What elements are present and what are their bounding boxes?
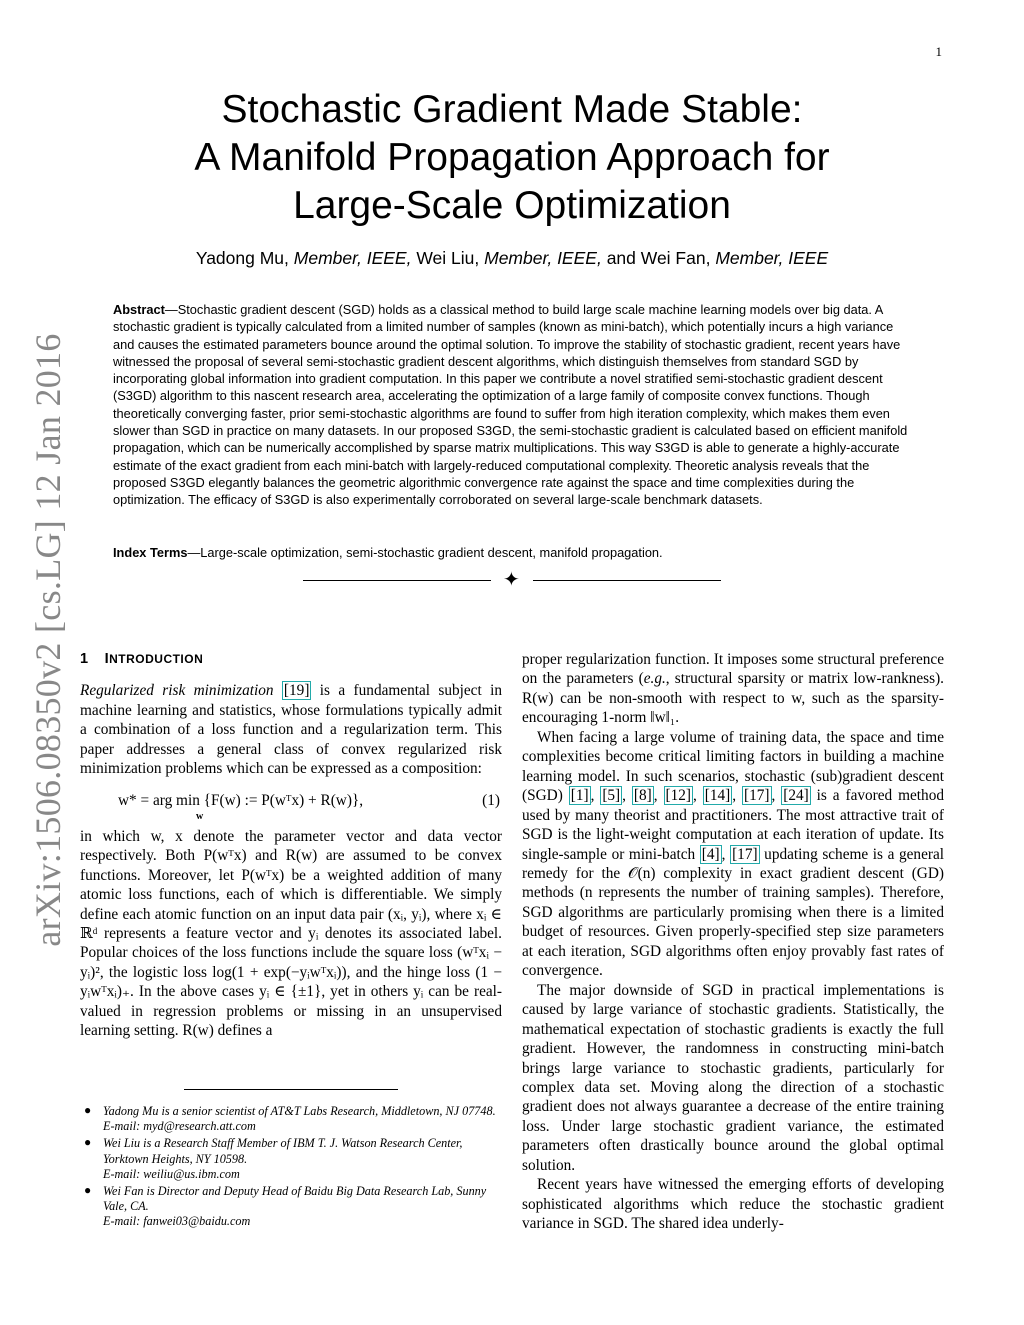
author-3: and Wei Fan, xyxy=(606,248,711,268)
index-terms-label: Index Terms xyxy=(113,545,188,560)
section-number: 1 xyxy=(80,651,89,667)
bullet-icon: ● xyxy=(84,1135,92,1150)
right-p2-text-c: updating scheme is a general remedy for the 𝒪(n) complexity in exact gradient descent (GD) methods (n represents the number of training samples). Therefore, SGD algorithms are particularly promising when there is a limited budget of resources. Given properly-specified step size parameters at each iteration, SGD algorithms often enjoy provably fast rates of convergence. xyxy=(522,845,944,980)
section-heading xyxy=(80,650,502,669)
right-column xyxy=(522,650,944,1234)
footnote-1-email[interactable]: E-mail: myd@research.att.com xyxy=(103,1119,256,1134)
footnote-1 xyxy=(82,1104,502,1134)
author-2-role: Member, IEEE, xyxy=(484,248,602,268)
section-title-initial: I xyxy=(104,651,110,667)
page-number: 1 xyxy=(935,44,942,59)
footnote-3 xyxy=(82,1184,502,1230)
intro-paragraph-1-text: is a fundamental subject in machine learning and statistics, whose formulations typically admit a combination of a loss function and a regularization term. This paper addresses a general class of convex regularized risk minimization problems which can be expressed as a composition: xyxy=(80,682,503,778)
citation-5[interactable]: [5] xyxy=(602,787,621,805)
citation-1[interactable]: [1] xyxy=(570,787,589,805)
arxiv-stamp: arXiv:1506.08350v2 [cs.LG] 12 Jan 2016 xyxy=(28,333,68,947)
section-title-rest: NTRODUCTION xyxy=(109,652,204,666)
citation-17[interactable]: [17] xyxy=(744,787,770,805)
right-p1-eg: e.g. xyxy=(643,670,666,688)
right-p1-text-a: proper regularization function. It imposes some structural preference on the parameters ( xyxy=(522,651,944,688)
equation-expression: w* = arg min {F(w) := P(wᵀx) + R(w)}, xyxy=(118,791,364,809)
equation-subscript: w xyxy=(196,810,204,822)
footnote-3-email[interactable]: E-mail: fanwei03@baidu.com xyxy=(103,1214,251,1229)
author-1-role: Member, IEEE, xyxy=(293,248,412,268)
citation-17b[interactable]: [17] xyxy=(732,845,758,863)
bullet-icon: ● xyxy=(84,1183,92,1198)
abstract-text: —Stochastic gradient descent (SGD) holds as a classical method to build large scale machine learning models over big data. A stochastic gradient is typically calculated from a limited number of samples (known as mini-batch), which potentially incurs a high variance and causes the estimated parameters bounce around the optimal solution. To improve the stability of stochastic gradient, recent years have witnessed the proposal of several semi-stochastic gradient descent algorithms, which distinguish themselves from standard SGD by incorporating global information into gradient computation. In this paper we contribute a novel stratified semi-stochastic gradient descent (S3GD) algorithm to this nascent research area, accelerating the optimization of a large family of composite convex functions. Though theoretically converging faster, prior semi-stochastic algorithms are found to suffer from high iteration complexity, which makes them even slower than SGD in practice on many datasets. In our proposed S3GD, the semi-stochastic gradient is calculated based on efficient manifold propagation, which can be numerically accomplished by sparse matrix multiplications. This way S3GD is able to generate a highly-accurate estimate of the exact gradient from each mini-batch with largely-reduced computational complexity. Theoretic analysis reveals that the proposed S3GD elegantly balances the geometric algorithmic convergence rate against the space and time complexities during the optimization. The efficacy of S3GD is also experimentally corroborated on several large-scale benchmark datasets. xyxy=(113,302,908,508)
author-line xyxy=(0,248,1024,269)
citation-24[interactable]: [24] xyxy=(783,787,809,805)
right-paragraph-2: When facing a large volume of training data, the space and time complexities become critical limiting factors in building a machine learning model. In such scenarios, stochastic (sub)gradient descent (SGD) [1] , [5] , [8] , [12] , [14] , [17] , [24] is a favored method used by many theorist and practitioners. The most attractive trait of SGD is the light-weight computation at each iteration of update. Its single-sample or mini-batch [4] , [17] updating scheme is a general remedy for the 𝒪(n) complexity in exact gradient descent (GD) methods (n represents the number of training samples). Therefore, SGD algorithms are particularly promising when there is a limited budget of resources. Given properly-specified step size parameters at each iteration, SGD algorithms often enjoy provably fast rates of convergence. xyxy=(522,728,945,980)
title-line-3: Large-Scale Optimization xyxy=(293,184,731,227)
divider-glyph: ✦ xyxy=(503,569,520,591)
intro-paragraph-2: in which w, x denote the parameter vector and data vector respectively. Both P(wᵀx) and R(w) are assumed to be convex functions. Moreover, let P(wᵀx) be a weighted addition of many atomic loss functions, each of which is differentiable. We simply define each atomic function on an input data pair (xᵢ, yᵢ), where xᵢ ∈ ℝᵈ represents a feature vector and yᵢ denotes its associated label. Popular choices of the loss functions include the square loss (wᵀxᵢ − yᵢ)², the logistic loss log(1 + exp(−yᵢwᵀxᵢ)), and the hinge loss (1 − yᵢwᵀxᵢ)₊. In the above cases yᵢ ∈ {±1}, yet in others yᵢ can be real-valued in regression problems or missing in an unsupervised learning setting. R(w) defines a xyxy=(80,827,502,1040)
footnote-1-affiliation: Yadong Mu is a senior scientist of AT&T Labs Research, Middletown, NJ 07748. xyxy=(103,1104,496,1118)
right-p1-text-b: , structural sparsity or matrix low-rankness). R(w) can be non-smooth with respect to w, such as the sparsity-encouraging 1-norm ‖w‖₁. xyxy=(522,670,944,727)
citation-12[interactable]: [12] xyxy=(665,787,691,805)
equation-1 xyxy=(80,789,502,822)
footnote-3-affiliation: Wei Fan is Director and Deputy Head of Baidu Big Data Research Lab, Sunny Vale, CA. xyxy=(103,1184,487,1214)
citation-14[interactable]: [14] xyxy=(704,787,731,805)
citation-8[interactable]: [8] xyxy=(633,787,652,805)
left-column xyxy=(80,650,502,1041)
author-1: Yadong Mu, xyxy=(195,248,289,268)
right-paragraph-1 xyxy=(522,650,944,728)
paper-title xyxy=(0,86,1024,230)
author-3-role: Member, IEEE xyxy=(715,248,829,268)
equation-number: (1) xyxy=(482,791,500,809)
citation-19[interactable]: [19] xyxy=(283,682,310,700)
abstract-label: Abstract xyxy=(113,302,165,317)
divider-right xyxy=(533,580,721,581)
footnote-2-email[interactable]: E-mail: weiliu@us.ibm.com xyxy=(103,1166,240,1181)
bullet-icon: ● xyxy=(84,1103,92,1117)
divider-left xyxy=(303,580,491,581)
author-2: Wei Liu, xyxy=(416,248,480,268)
right-p2-text-a: When facing a large volume of training data, the space and time complexities become critical limiting factors in building a machine learning model. In such scenarios, stochastic (sub)gradient descent (SGD) xyxy=(522,728,944,805)
intro-lead-term: Regularized risk minimization xyxy=(80,682,274,700)
footnote-2-affiliation: Wei Liu is a Research Staff Member of IBM T. J. Watson Research Center, Yorktown Heights, NY 10598. xyxy=(103,1136,463,1166)
abstract xyxy=(113,301,913,509)
right-p2-text-b: is a favored method used by many theorist and practitioners. The most attractive trait of SGD is the light-weight computation at each iteration of update. Its single-sample or mini-batch xyxy=(522,787,945,863)
index-terms-text: —Large-scale optimization, semi-stochastic gradient descent, manifold propagation. xyxy=(187,545,663,560)
intro-paragraph-1 xyxy=(80,681,502,778)
citation-4[interactable]: [4] xyxy=(701,845,720,863)
right-paragraph-3: The major downside of SGD in practical implementations is caused by large variance of stochastic gradients. Statistically, the mathematical expectation of stochastic gradients is exactly the full gradient. However, the randomness in constructing mini-batch brings large variance to stochastic gradients, particularly for complex data set. Moving along the direction of a stochastic gradient does not always guarantee a decrease of the entire training loss. Under large stochastic gradient variance, the estimated parameters often drastically bounce around the global optimal solution. xyxy=(522,981,944,1174)
right-paragraph-4: Recent years have witnessed the emerging efforts of developing sophisticated algorithms which reduce the stochastic gradient variance in SGD. The shared idea underly- xyxy=(522,1176,944,1233)
title-line-1: Stochastic Gradient Made Stable: xyxy=(221,88,803,131)
footnotes xyxy=(82,1104,502,1232)
index-terms xyxy=(113,545,913,560)
title-line-2: A Manifold Propagation Approach for xyxy=(194,136,830,179)
footnote-2 xyxy=(82,1136,502,1182)
footnote-rule xyxy=(184,1089,398,1090)
